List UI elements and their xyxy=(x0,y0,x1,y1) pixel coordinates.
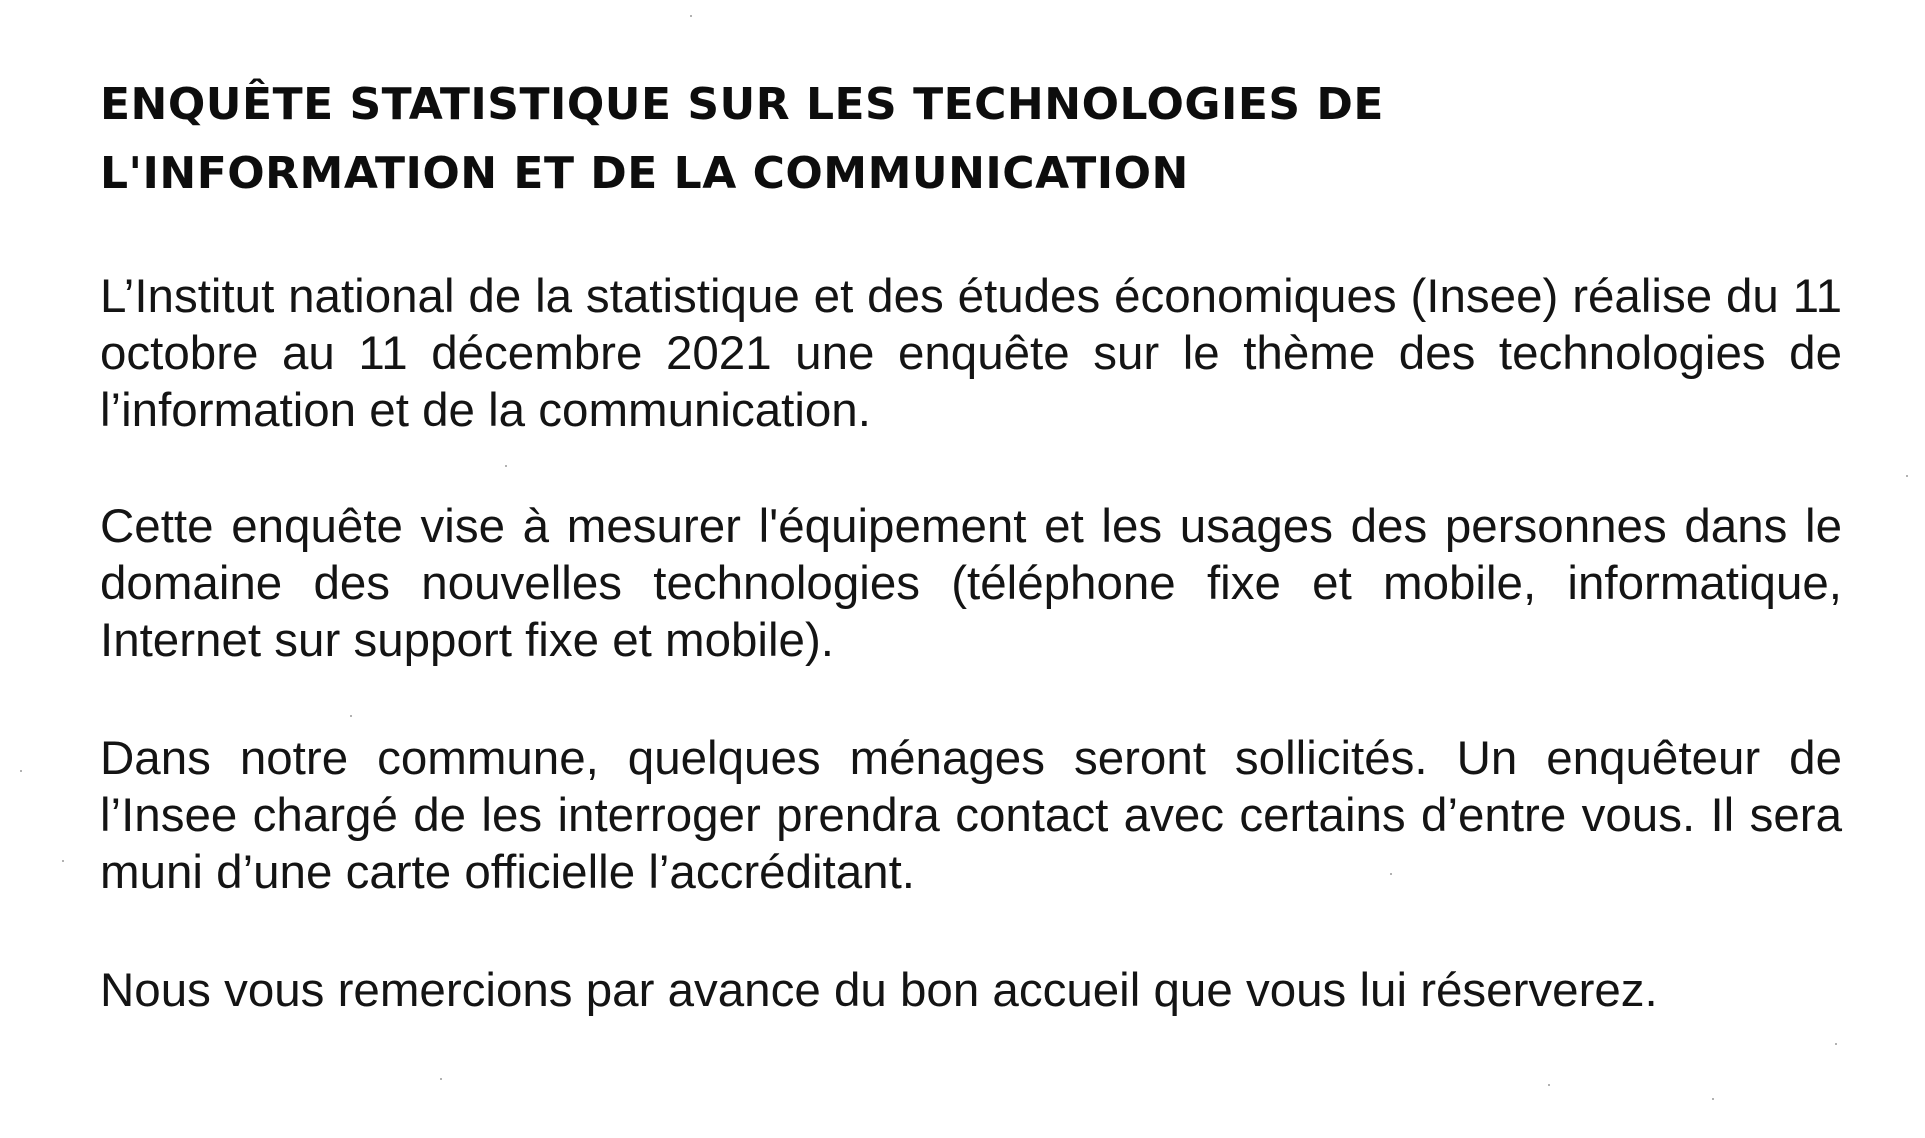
paragraph-survey-purpose: Cette enquête vise à mesurer l'équipement et les usages des personnes dans le domaine des nouvelles technologies (téléphone fixe et mobile, informatique, Internet sur support fixe et mobile). xyxy=(100,500,1842,667)
title-line-1: ENQUÊTE STATISTIQUE SUR LES TECHNOLOGIES DE xyxy=(100,79,1384,130)
paragraph-survey-dates: L’Institut national de la statistique et des études économiques (Insee) réalise du 11 octobre au 11 décembre 2021 une enquête sur le thème des technologies de l’information et de la communication. xyxy=(100,270,1842,437)
scan-speck xyxy=(690,15,692,17)
scan-speck xyxy=(1835,1043,1837,1045)
scan-speck xyxy=(1906,475,1908,477)
scan-speck xyxy=(505,465,507,467)
document-title xyxy=(100,70,1800,208)
scan-speck xyxy=(20,770,22,772)
document-page xyxy=(100,0,1842,1138)
scan-speck xyxy=(1712,1098,1714,1100)
paragraph-thanks: Nous vous remercions par avance du bon accueil que vous lui réserverez. xyxy=(100,964,1658,1017)
paragraph-household-contact: Dans notre commune, quelques ménages seront sollicités. Un enquêteur de l’Insee chargé de les interroger prendra contact avec certains d’entre vous. Il sera muni d’une carte officielle l’accréditant. xyxy=(100,732,1842,899)
scan-speck xyxy=(350,715,352,717)
title-line-2: L'INFORMATION ET DE LA COMMUNICATION xyxy=(100,148,1189,199)
scan-speck xyxy=(440,1078,442,1080)
scan-speck xyxy=(1548,1084,1550,1086)
scan-speck xyxy=(1390,873,1392,875)
scan-speck xyxy=(62,860,64,862)
